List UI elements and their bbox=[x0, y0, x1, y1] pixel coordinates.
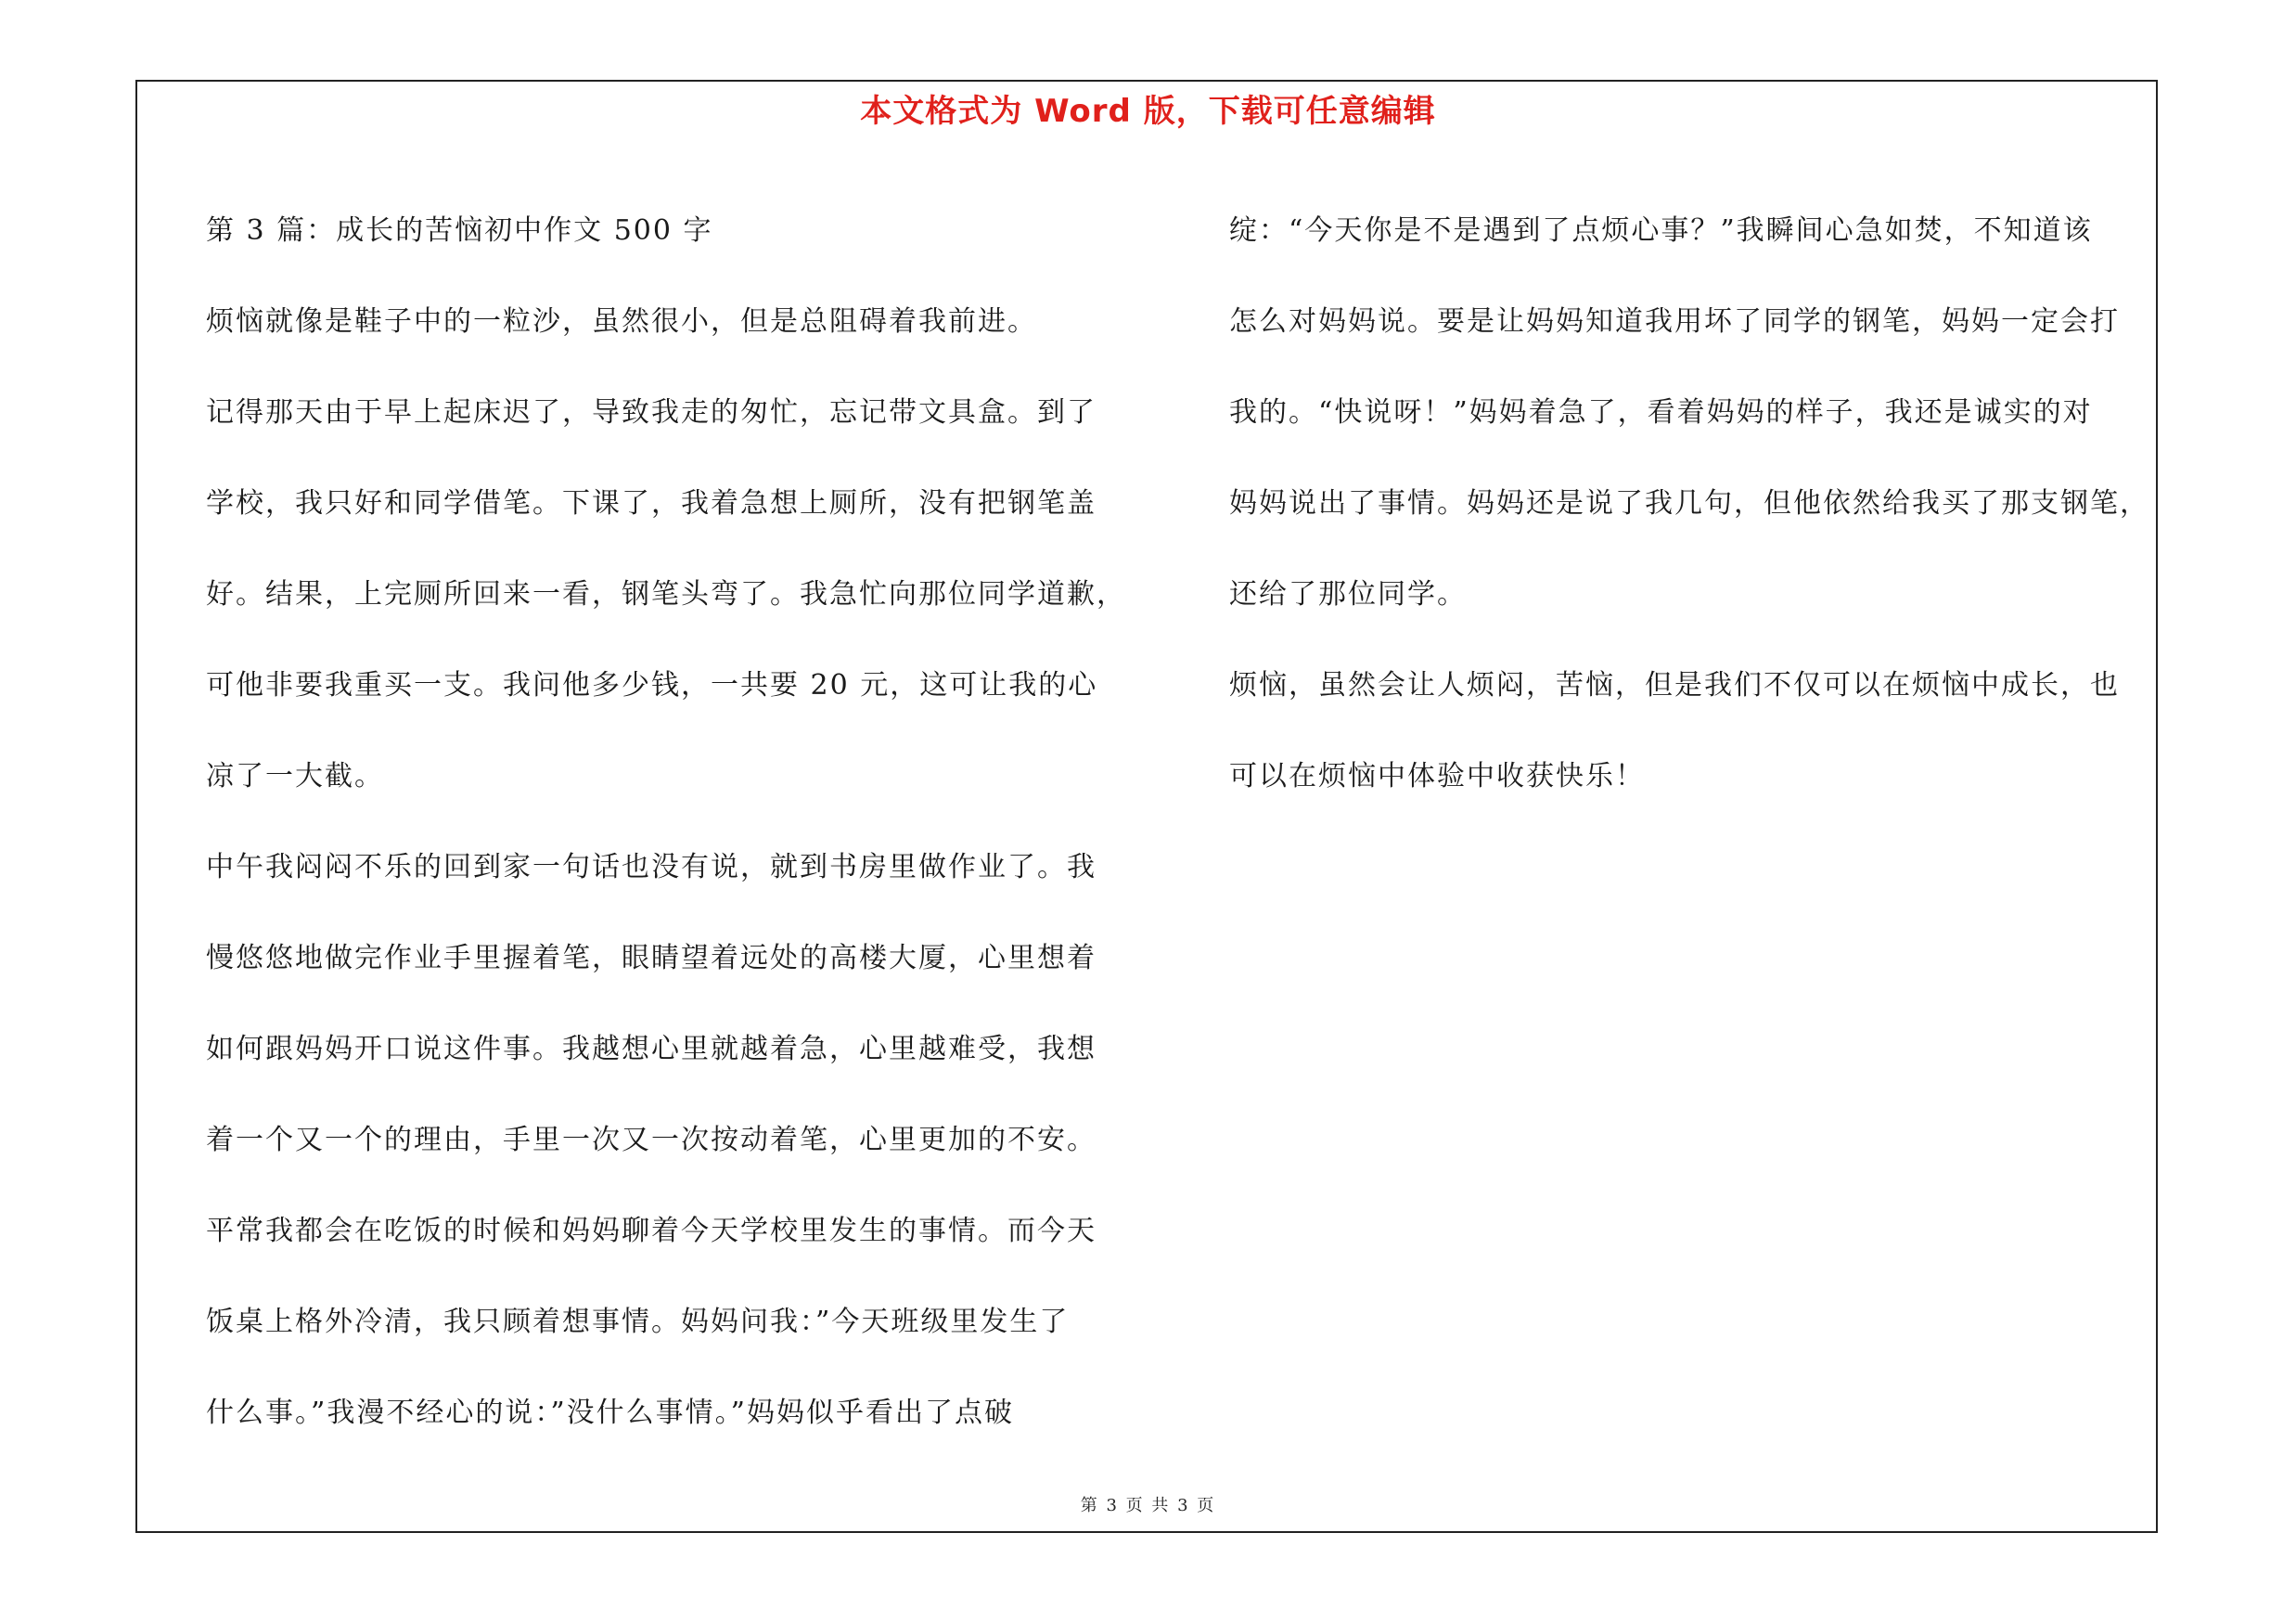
text-line: 还给了那位同学。 bbox=[1229, 578, 1467, 611]
text-line: 烦恼就像是鞋子中的一粒沙，虽然很小，但是总阻碍着我前进。 bbox=[206, 305, 1037, 338]
text-line: 着一个又一个的理由，手里一次又一次按动着笔，心里更加的不安。 bbox=[206, 1124, 1097, 1156]
text-line: 妈妈说出了事情。妈妈还是说了我几句，但他依然给我买了那支钢笔， bbox=[1229, 487, 2149, 520]
right-text-column bbox=[1229, 186, 2157, 822]
text-line: 凉了一大截。 bbox=[206, 760, 384, 792]
text-line: 如何跟妈妈开口说这件事。我越想心里就越着急，心里越难受，我想 bbox=[206, 1033, 1097, 1065]
text-line: 记得那天由于早上起床迟了，导致我走的匆忙，忘记带文具盒。到了 bbox=[206, 396, 1097, 429]
text-line: 绽：“今天你是不是遇到了点烦心事？”我瞬间心急如焚，不知道该 bbox=[1229, 214, 2093, 247]
text-line: 中午我闷闷不乐的回到家一句话也没有说，就到书房里做作业了。我 bbox=[206, 851, 1097, 883]
format-notice-banner: 本文格式为 Word 版，下载可任意编辑 bbox=[860, 93, 1436, 130]
text-line: 烦恼，虽然会让人烦闷，苦恼，但是我们不仅可以在烦恼中成长，也 bbox=[1229, 669, 2120, 702]
text-line: 饭桌上格外冷清，我只顾着想事情。妈妈问我：”今天班级里发生了 bbox=[206, 1306, 1070, 1338]
text-line: 我的。“快说呀！”妈妈着急了，看着妈妈的样子，我还是诚实的对 bbox=[1229, 396, 2093, 429]
essay-title: 第 3 篇：成长的苦恼初中作文 500 字 bbox=[206, 214, 713, 247]
text-line: 平常我都会在吃饭的时候和妈妈聊着今天学校里发生的事情。而今天 bbox=[206, 1215, 1097, 1247]
text-line: 好。结果，上完厕所回来一看，钢笔头弯了。我急忙向那位同学道歉， bbox=[206, 578, 1126, 611]
text-line: 慢悠悠地做完作业手里握着笔，眼睛望着远处的高楼大厦，心里想着 bbox=[206, 942, 1097, 974]
text-line: 可以在烦恼中体验中收获快乐！ bbox=[1229, 760, 1645, 792]
left-text-column bbox=[206, 186, 1152, 1459]
text-line: 怎么对妈妈说。要是让妈妈知道我用坏了同学的钢笔，妈妈一定会打 bbox=[1229, 305, 2120, 338]
page-number-footer: 第 3 页 共 3 页 bbox=[1080, 1496, 1216, 1515]
text-line: 什么事。”我漫不经心的说：”没什么事情。”妈妈似乎看出了点破 bbox=[206, 1397, 1015, 1429]
text-line: 可他非要我重买一支。我问他多少钱，一共要 20 元，这可让我的心 bbox=[206, 669, 1098, 702]
text-line: 学校，我只好和同学借笔。下课了，我着急想上厕所，没有把钢笔盖 bbox=[206, 487, 1097, 520]
